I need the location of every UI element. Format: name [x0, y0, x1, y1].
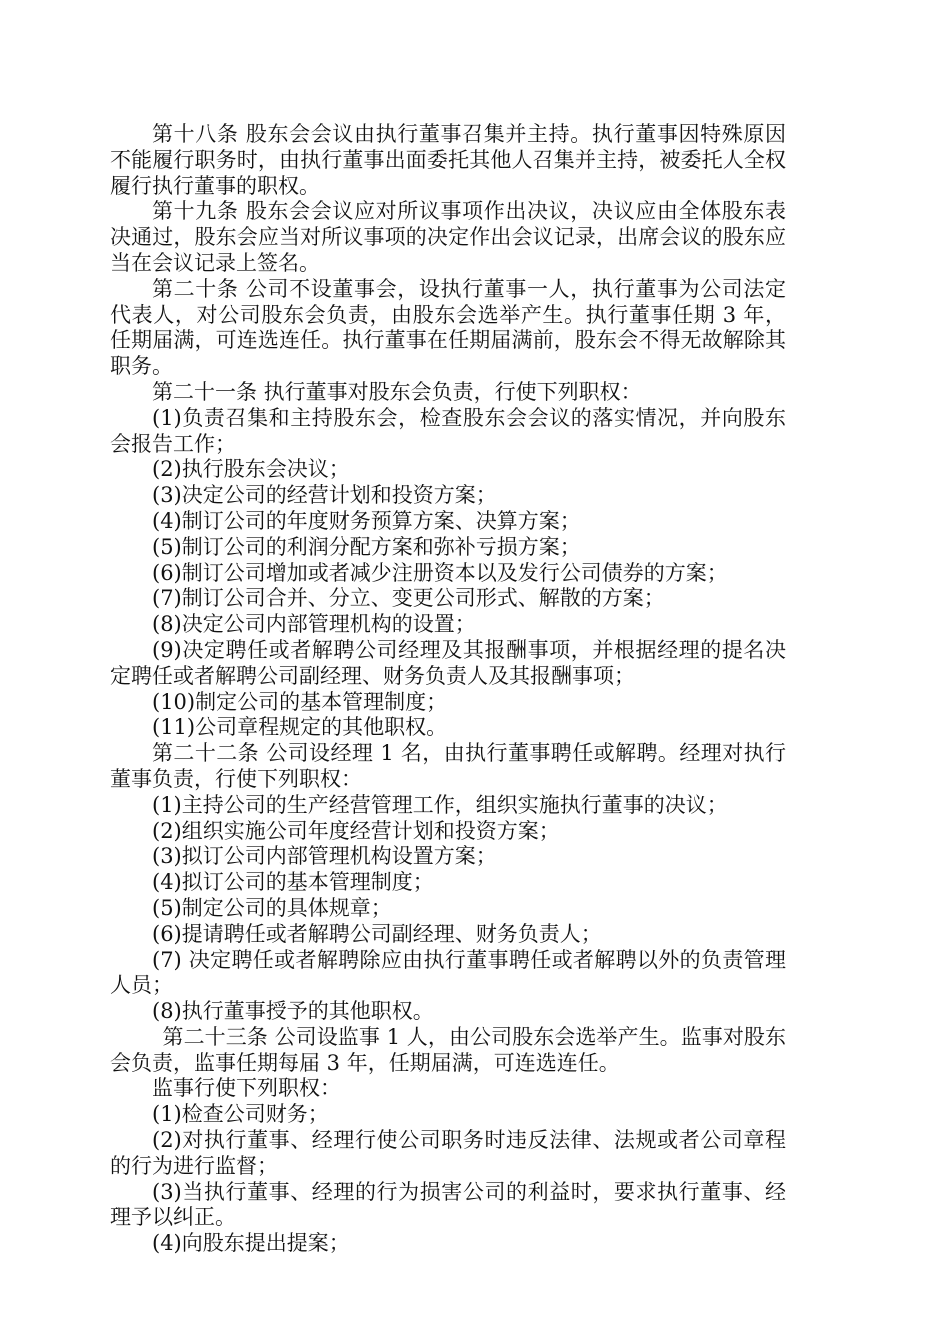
list-item: (4)制订公司的年度财务预算方案、决算方案；	[152, 508, 581, 533]
list-item: (4)拟订公司的基本管理制度；	[152, 870, 434, 895]
list-item: (1)检查公司财务；	[152, 1102, 329, 1127]
article-20-paragraph: 第二十条 公司不设董事会，设执行董事一人，执行董事为公司法定代表人，对公司股东会负责，由股东会选举产生。执行董事任期 3 年，任期届满，可连选连任。执行董事在任期届满前，股东会不得无故解除其职务。	[110, 276, 786, 379]
list-item: (10)制定公司的基本管理制度；	[152, 689, 448, 714]
list-item: (3)拟订公司内部管理机构设置方案；	[152, 844, 497, 869]
list-item: (6)制订公司增加或者减少注册资本以及发行公司债券的方案；	[152, 560, 728, 585]
list-item: (9)决定聘任或者解聘公司经理及其报酬事项，并根据经理的提名决定聘任或者解聘公司副经理、财务负责人及其报酬事项；	[110, 637, 786, 688]
list-item: (5)制订公司的利润分配方案和弥补亏损方案；	[152, 534, 581, 559]
list-item: (2)组织实施公司年度经营计划和投资方案；	[152, 818, 560, 843]
article-19-paragraph: 第十九条 股东会会议应对所议事项作出决议，决议应由全体股东表决通过，股东会应当对所议事项的决定作出会议记录，出席会议的股东应当在会议记录上签名。	[110, 199, 786, 275]
list-item: (7)制订公司合并、分立、变更公司形式、解散的方案；	[152, 586, 665, 611]
article-18-paragraph: 第十八条 股东会会议由执行董事召集并主持。执行董事因特殊原因不能履行职务时，由执行董事出面委托其他人召集并主持，被委托人全权履行执行董事的职权。	[110, 122, 786, 198]
list-item: (4)向股东提出提案；	[152, 1231, 350, 1256]
document-body	[110, 122, 786, 1257]
list-item: (8)决定公司内部管理机构的设置；	[152, 612, 476, 637]
supervisor-powers-heading: 监事行使下列职权：	[152, 1076, 341, 1101]
list-item: (1)主持公司的生产经营管理工作，组织实施执行董事的决议；	[152, 792, 728, 817]
article-23-paragraph: 第二十三条 公司设监事 1 人，由公司股东会选举产生。监事对股东会负责，监事任期每届 3 年，任期届满，可连选连任。	[110, 1024, 786, 1075]
list-item: (2)执行股东会决议；	[152, 457, 350, 482]
list-item: (6)提请聘任或者解聘公司副经理、财务负责人；	[152, 921, 602, 946]
list-item: (1)负责召集和主持股东会，检查股东会会议的落实情况，并向股东会报告工作；	[110, 405, 786, 456]
list-item: (7) 决定聘任或者解聘除应由执行董事聘任或者解聘以外的负责管理人员；	[110, 947, 786, 998]
list-item: (2)对执行董事、经理行使公司职务时违反法律、法规或者公司章程的行为进行监督；	[110, 1128, 786, 1178]
list-item: (3)当执行董事、经理的行为损害公司的利益时，要求执行董事、经理予以纠正。	[110, 1179, 786, 1230]
list-item: (8)执行董事授予的其他职权。	[152, 999, 434, 1024]
article-21-paragraph: 第二十一条 执行董事对股东会负责，行使下列职权：	[152, 379, 642, 404]
list-item: (5)制定公司的具体规章；	[152, 895, 392, 920]
article-22-paragraph: 第二十二条 公司设经理 1 名，由执行董事聘任或解聘。经理对执行董事负责，行使下列职权：	[110, 741, 786, 791]
list-item: (3)决定公司的经营计划和投资方案；	[152, 483, 497, 508]
list-item: (11)公司章程规定的其他职权。	[152, 715, 448, 740]
